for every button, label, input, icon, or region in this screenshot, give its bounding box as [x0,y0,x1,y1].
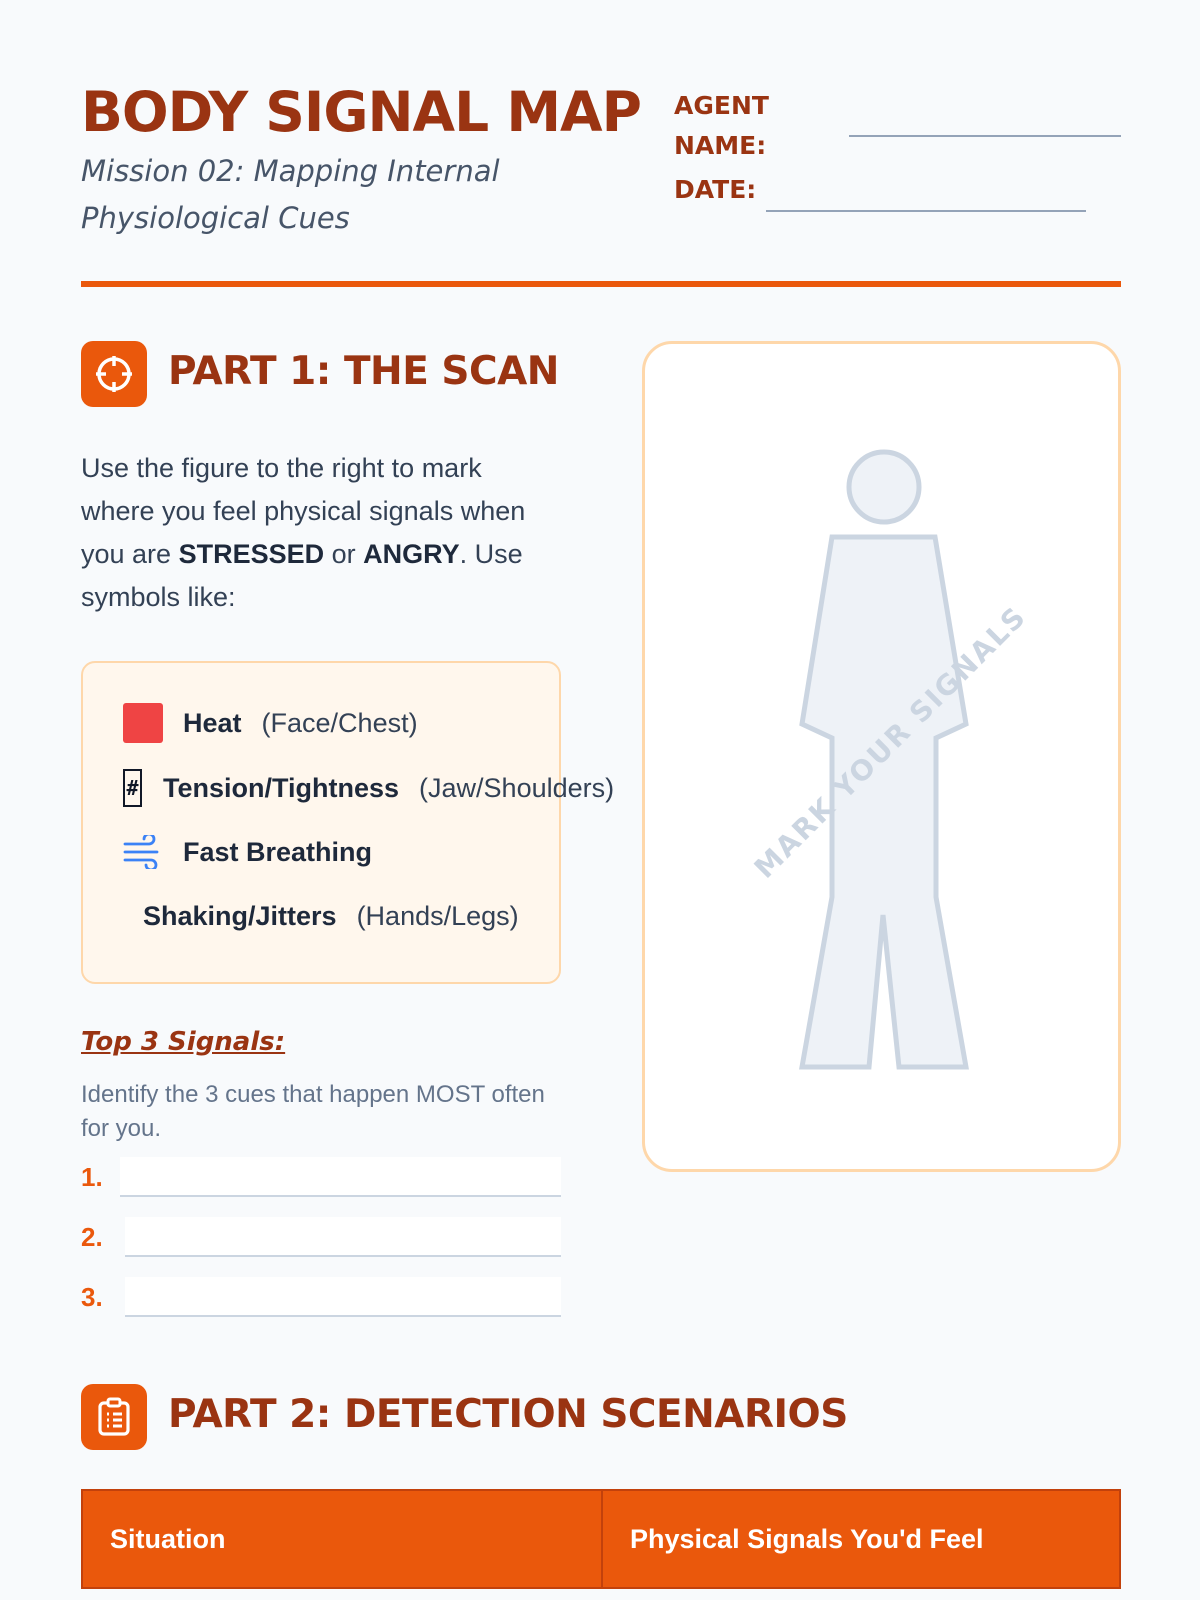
page-subtitle: Mission 02: Mapping Internal Physiological Cues [81,154,500,235]
worksheet-page [81,0,1121,1600]
agent-name-label: AGENT NAME: [674,91,769,160]
legend-item-tension: # Tension/Tightness (Jaw/Shoulders) [123,769,614,807]
top3-heading: Top 3 Signals: [81,1027,286,1057]
answer-number: 2. [81,1222,103,1252]
symbol-legend [81,661,615,984]
figure-watermark: MARK YOUR SIGNALS [747,599,1033,885]
clipboard-list-icon [81,1384,147,1450]
red-square-icon [123,703,163,743]
top3-description: Identify the 3 cues that happen MOST often for you. [81,1081,545,1142]
hash-box-icon: # [123,769,142,807]
part1-instructions: Use the figure to the right to mark where you feel physical signals when you are STRESSED or ANGRY. Use symbols like: [81,453,526,612]
legend-item-heat: Heat (Face/Chest) [123,703,418,743]
legend-item-shaking: Shaking/Jitters (Hands/Legs) [143,901,519,931]
date-label: DATE: [674,175,757,204]
body-figure-card[interactable] [642,341,1121,1172]
header-divider [81,281,1121,287]
part2-title: PART 2: DETECTION SCENARIOS [168,1392,848,1437]
legend-item-breathing: Fast Breathing [123,835,372,869]
date-field[interactable] [766,210,1086,212]
answer-number: 3. [81,1282,103,1312]
column-header-situation: Situation [83,1491,603,1587]
answer-number: 1. [81,1162,103,1192]
wind-icon [123,835,163,869]
page-title: BODY SIGNAL MAP [81,80,641,144]
signal-answer-2[interactable] [125,1217,561,1257]
scenario-table-header [81,1489,1121,1589]
signal-answer-1[interactable] [120,1157,561,1197]
crosshair-icon [81,341,147,407]
signal-answer-3[interactable] [125,1277,561,1317]
column-header-signals: Physical Signals You'd Feel [630,1523,984,1554]
part1-title: PART 1: THE SCAN [168,349,559,394]
agent-name-field[interactable] [849,135,1121,137]
